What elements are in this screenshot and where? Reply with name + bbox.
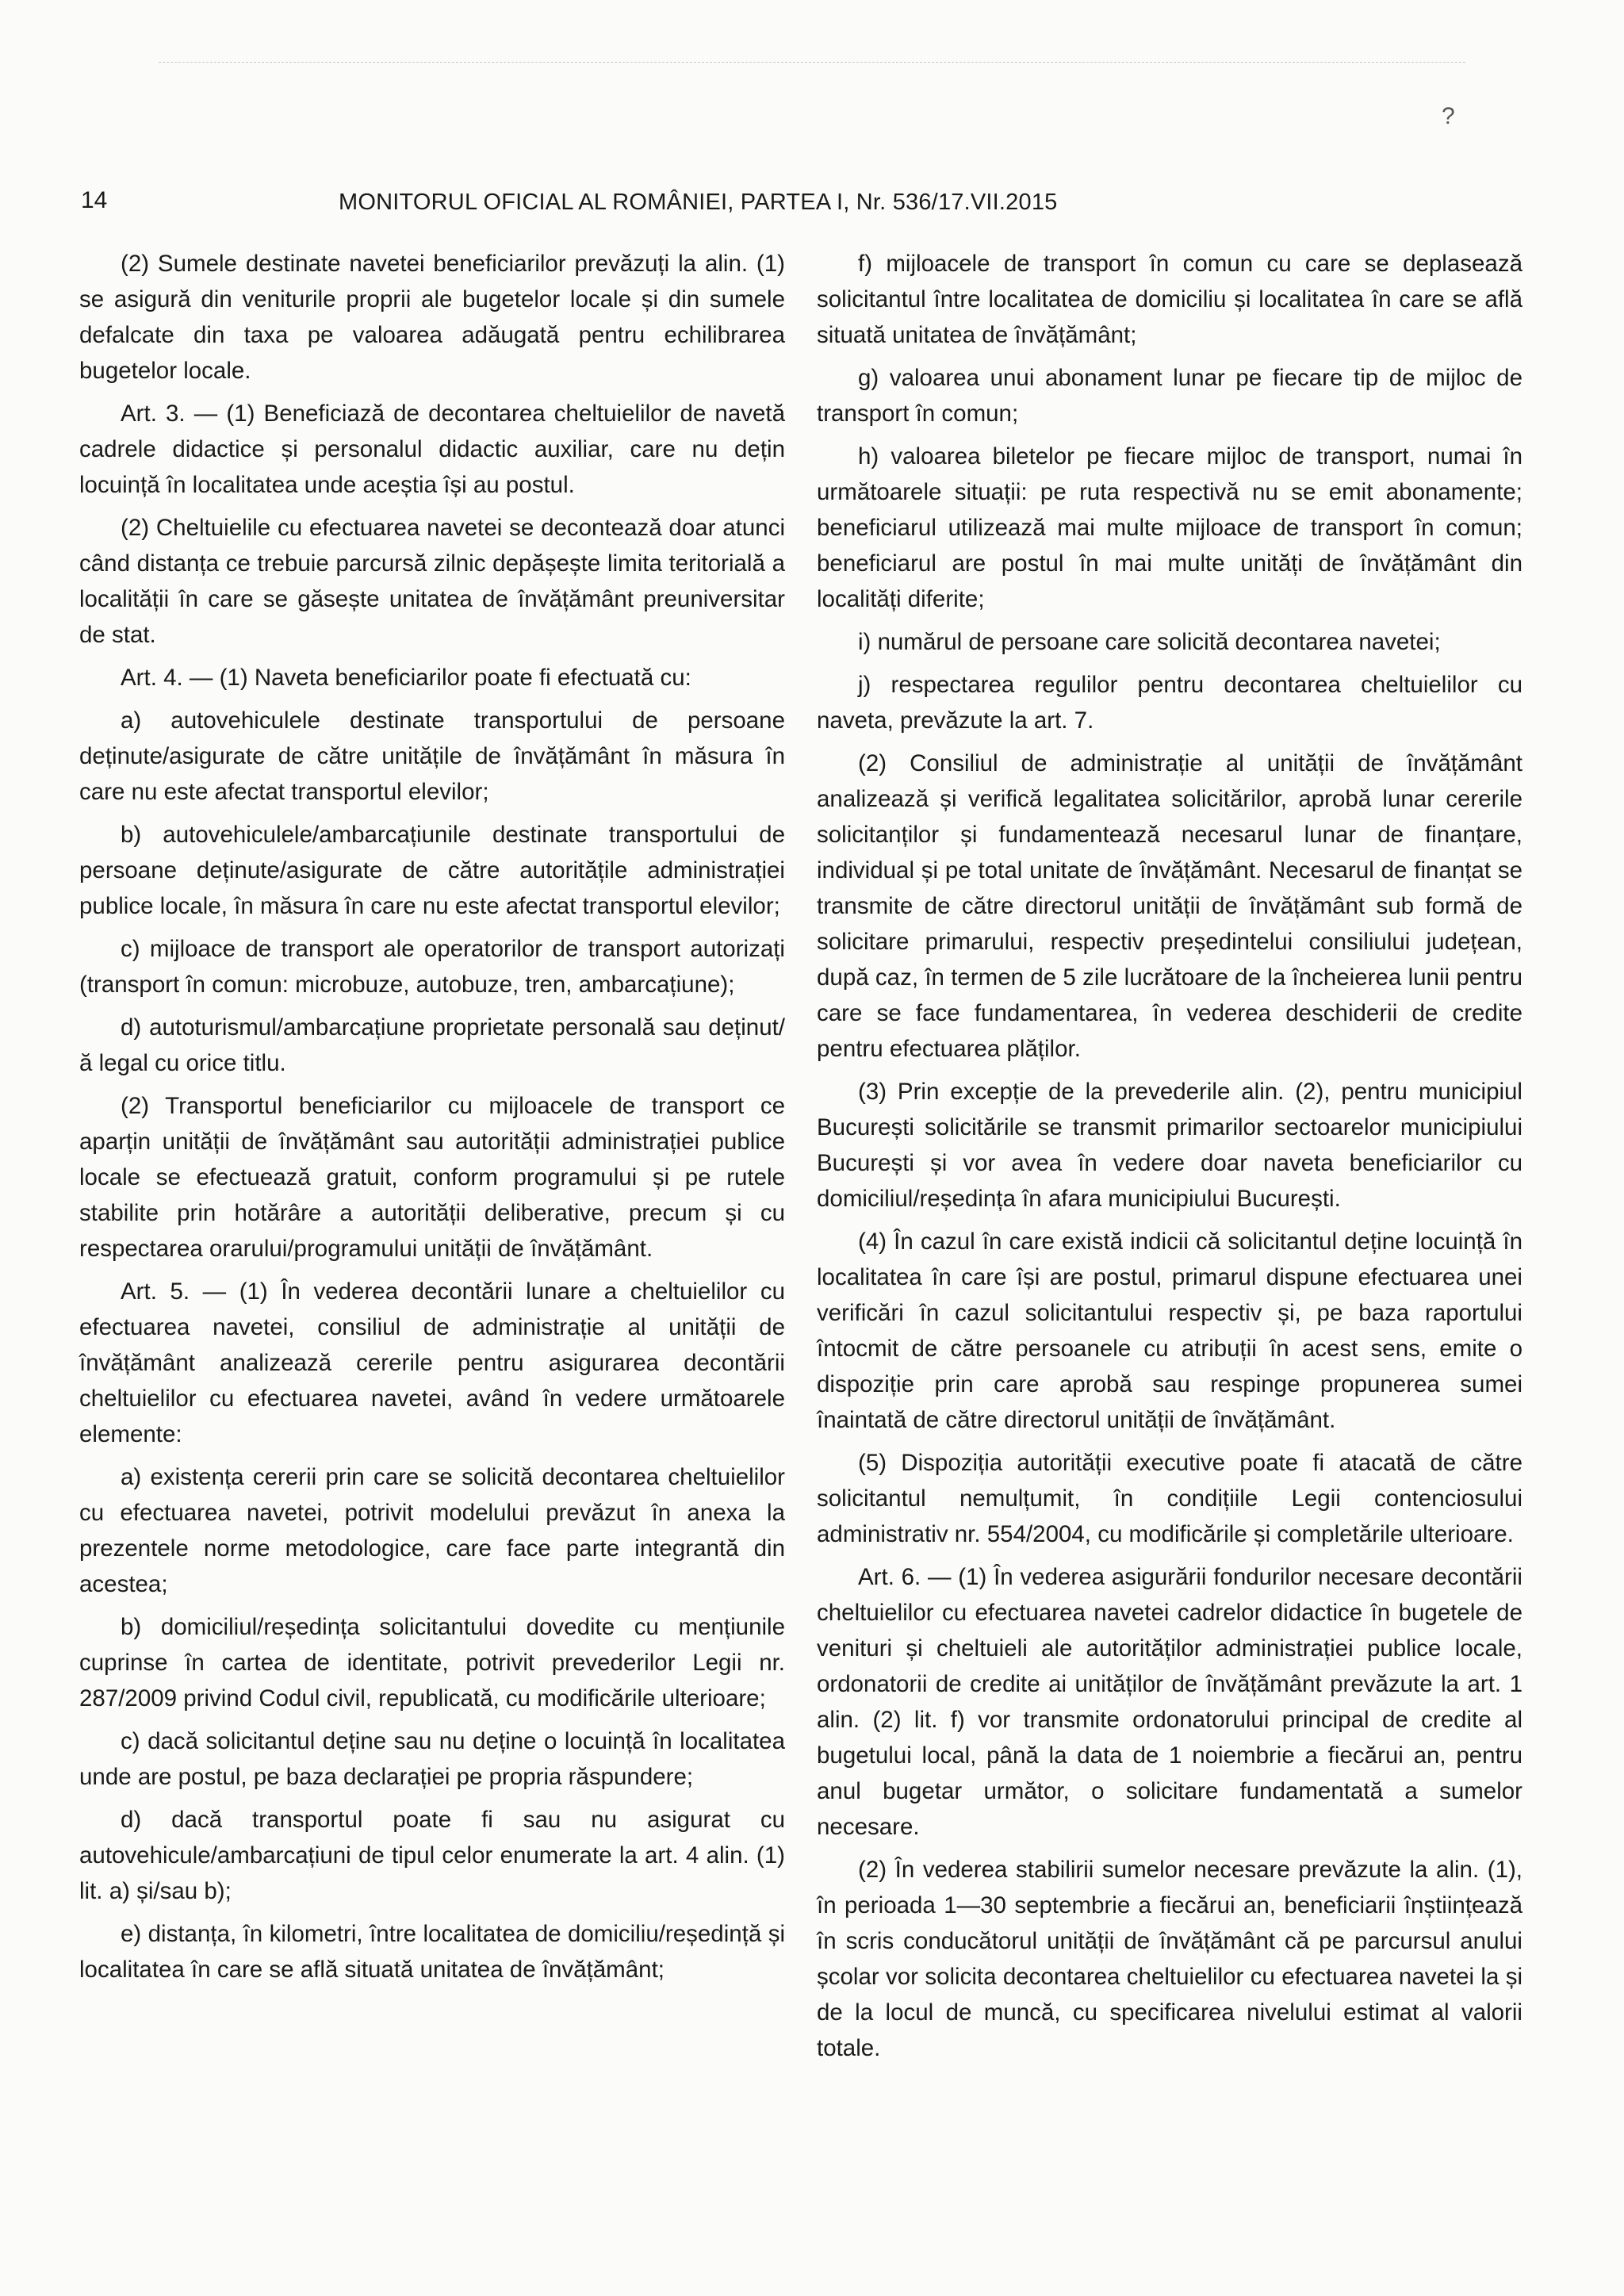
paragraph: d) autoturismul/ambarcațiune proprietate personală sau deținut/ă legal cu orice titlu. [79,1014,785,1076]
paragraph: c) dacă solicitantul deține sau nu deține o locuință în localitatea unde are postul, pe baza declarației pe propria răspundere; [79,1728,785,1790]
paragraph: g) valoarea unui abonament lunar pe fiecare tip de mijloc de transport în comun; [817,365,1522,427]
paragraph: (5) Dispoziția autorității executive poate fi atacată de către solicitantul nemulțumit, în condițiile Legii contenciosului administrativ nr. 554/2004, cu modificările și completările ulterioare. [817,1450,1522,1547]
scan-edge-line [159,62,1465,63]
paragraph: Art. 6. — (1) În vederea asigurării fondurilor necesare decontării cheltuielilor cu efectuarea navetei cadrelor didactice în bugetele de venituri și cheltuieli ale autorităților administrației publice locale, ordonatorii de credite ai unităților de învățământ prevăzute la art. 1 alin. (2) lit. f) vor transmite ordonatorului principal de credite al bugetului local, până la data de 1 noiembrie a fiecărui an, pentru anul bugetar următor, o solicitare fundamentată a sumelor necesare. [817,1564,1522,1840]
paragraph: h) valoarea biletelor pe fiecare mijloc de transport, numai în următoarele situații: pe ruta respectivă nu se emit abonamente; beneficiarul utilizează mai multe mijloace de transport în comun; beneficiarul are postul în mai multe unități de învățământ din localități diferite; [817,443,1522,612]
paragraph: (2) Sumele destinate navetei beneficiarilor prevăzuți la alin. (1) se asigură din veniturile proprii ale bugetelor locale și din sumele defalcate din taxa pe valoarea adăugată pentru echilibrarea bugetelor locale. [79,251,785,384]
right-column [817,246,1522,2073]
paragraph: j) respectarea regulilor pentru decontarea cheltuielilor cu naveta, prevăzute la art. 7. [817,672,1522,734]
paragraph: Art. 3. — (1) Beneficiază de decontarea cheltuielilor de navetă cadrele didactice și personalul didactic auxiliar, care nu dețin locuință în localitatea unde aceștia își au postul. [79,401,785,498]
page-number: 14 [81,187,108,213]
paragraph: (2) Consiliul de administrație al unității de învățământ analizează și verifică legalitatea solicitărilor, aprobă lunar cererile solicitanților și fundamentează necesarul lunar de finanțare, individual și pe total unitate de învățământ. Necesarul de finanțat se transmite de către directorul unității de învățământ sub formă de solicitare primarului, respectiv președintelui consiliului județean, după caz, în termen de 5 zile lucrătoare de la încheierea lunii pentru care se face fundamentarea, în vederea deschiderii de credite pentru efectuarea plăților. [817,750,1522,1062]
paragraph: (4) În cazul în care există indicii că solicitantul deține locuință în localitatea în care își are postul, primarul dispune efectuarea unei verificări în cazul solicitantului respectiv și, pe baza raportului întocmit de către persoanele cu atribuții în acest sens, emite o dispoziție prin care aprobă sau respinge propunerea sumei înaintată de către directorul unității de învățământ. [817,1228,1522,1433]
paragraph: i) numărul de persoane care solicită decontarea navetei; [858,629,1441,655]
paragraph: d) dacă transportul poate fi sau nu asigurat cu autovehicule/ambarcațiuni de tipul celor enumerate la art. 4 alin. (1) lit. a) și/sau b); [79,1807,785,1904]
page-header [81,187,1548,227]
margin-mark: ? [1442,103,1455,129]
paragraph: b) domiciliul/reședința solicitantului dovedite cu mențiunile cuprinse în cartea de identitate, potrivit prevederilor Legii nr. 287/2009 privind Codul civil, republicată, cu modificările ulterioare; [79,1614,785,1711]
left-column [79,246,785,1995]
paragraph: Art. 4. — (1) Naveta beneficiarilor poate fi efectuată cu: [121,665,691,691]
paragraph: c) mijloace de transport ale operatorilor de transport autorizați (transport în comun: microbuze, autobuze, tren, ambarcațiune); [79,936,785,998]
paragraph: (2) În vederea stabilirii sumelor necesare prevăzute la alin. (1), în perioada 1—30 septembrie a fiecărui an, beneficiarii înștiințează în scris conducătorul unității de învățământ că pe parcursul anului școlar vor solicita decontarea cheltuielilor cu efectuarea navetei la și de la locul de muncă, cu specificarea nivelului estimat al valorii totale. [817,1857,1522,2061]
paragraph: a) existența cererii prin care se solicită decontarea cheltuielilor cu efectuarea navetei, potrivit modelului prevăzut în anexa la prezentele norme metodologice, care face parte integrantă din acestea; [79,1464,785,1597]
paragraph: Art. 5. — (1) În vederea decontării lunare a cheltuielilor cu efectuarea navetei, consiliul de administrație al unității de învățământ analizează cererile pentru asigurarea decontării cheltuielilor cu efectuarea navetei, având în vedere următoarele elemente: [79,1278,785,1447]
running-title: MONITORUL OFICIAL AL ROMÂNIEI, PARTEA I, Nr. 536/17.VII.2015 [339,190,1058,215]
paragraph: (3) Prin excepție de la prevederile alin. (2), pentru municipiul București solicitările se transmit primarilor sectoarelor municipiului București și vor avea în vedere doar naveta beneficiarilor cu domiciliul/reședința în afara municipiului București. [817,1079,1522,1212]
paragraph: (2) Cheltuielile cu efectuarea navetei se decontează doar atunci când distanța ce trebuie parcursă zilnic depășește limita teritorială a localității în care se găsește unitatea de învățământ preuniversitar de stat. [79,515,785,648]
paragraph: b) autovehiculele/ambarcațiunile destinate transportului de persoane deținute/asigurate de către autoritățile administrației publice locale, în măsura în care nu este afectat transportul elevilor; [79,822,785,919]
paragraph: (2) Transportul beneficiarilor cu mijloacele de transport ce aparțin unității de învățământ sau autorității administrației publice locale se efectuează gratuit, conform programului și pe rutele stabilite prin hotărâre a autorității deliberative, precum și cu respectarea orarului/programului unității de învățământ. [79,1093,785,1262]
paragraph: e) distanța, în kilometri, între localitatea de domiciliu/reședință și localitatea în care se află situată unitatea de învățământ; [79,1921,785,1983]
paragraph: a) autovehiculele destinate transportului de persoane deținute/asigurate de către unitățile de învățământ în măsura în care nu este afectat transportul elevilor; [79,707,785,805]
paragraph: f) mijloacele de transport în comun cu care se deplasează solicitantul între localitatea de domiciliu și localitatea în care se află situată unitatea de învățământ; [817,251,1522,348]
